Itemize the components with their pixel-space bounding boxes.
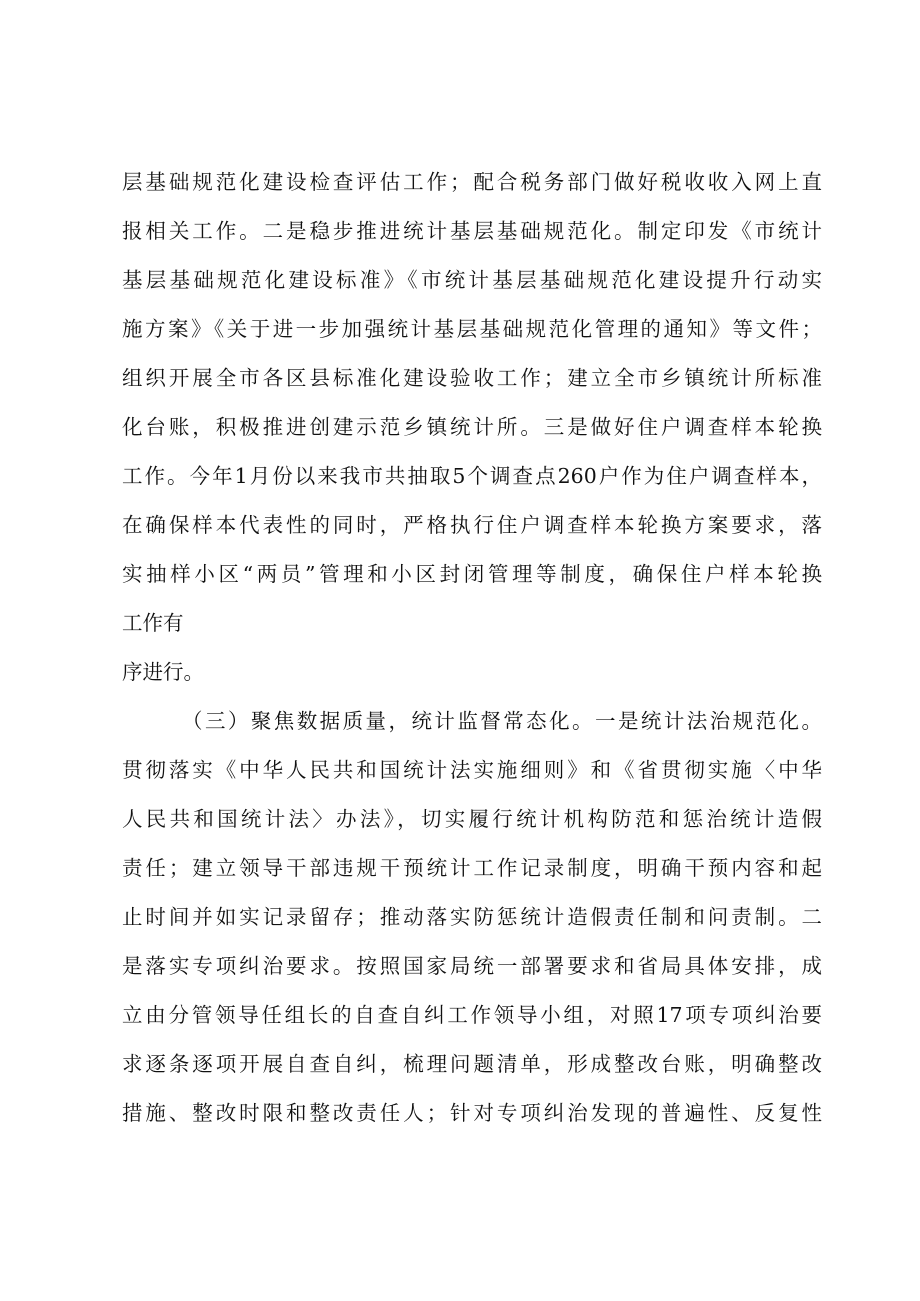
text-line-19: 求逐条逐项开展自查自纠，梳理问题清单，形成整改台账，明确整改 (122, 1052, 822, 1076)
text-line-20: 措施、整改时限和整改责任人；针对专项纠治发现的普遍性、反复性 (122, 1101, 822, 1125)
text-line-18: 立由分管领导任组长的自查自纠工作领导小组，对照17项专项纠治要 (122, 1003, 822, 1027)
text-line-10: 工作有 (122, 611, 184, 635)
text-line-2: 报相关工作。二是稳步推进统计基层基础规范化。制定印发《市统计 (122, 219, 822, 243)
text-line-4: 施方案》《关于进一步加强统计基层基础规范化管理的通知》等文件； (122, 317, 822, 341)
section-heading-line: （三）聚焦数据质量，统计监督常态化。一是统计法治规范化。 (182, 709, 822, 733)
text-line-3: 基层基础规范化建设标准》《市统计基层基础规范化建设提升行动实 (122, 268, 822, 292)
text-line-7: 工作。今年1月份以来我市共抽取5个调查点260户作为住户调查样本， (122, 464, 822, 488)
text-line-6: 化台账，积极推进创建示范乡镇统计所。三是做好住户调查样本轮换 (122, 415, 822, 439)
text-line-8: 在确保样本代表性的同时，严格执行住户调查样本轮换方案要求，落 (122, 513, 822, 537)
text-line-1: 层基础规范化建设检查评估工作；配合税务部门做好税收收入网上直 (122, 170, 822, 194)
text-line-9: 实抽样小区“两员”管理和小区封闭管理等制度，确保住户样本轮换 (122, 562, 822, 586)
text-line-17: 是落实专项纠治要求。按照国家局统一部署要求和省局具体安排，成 (122, 954, 822, 978)
text-line-13: 贯彻落实《中华人民共和国统计法实施细则》和《省贯彻实施〈中华 (122, 758, 822, 782)
text-line-11: 序进行。 (122, 660, 204, 684)
text-line-5: 组织开展全市各区县标准化建设验收工作；建立全市乡镇统计所标准 (122, 366, 822, 390)
text-line-14: 人民共和国统计法〉办法》，切实履行统计机构防范和惩治统计造假 (122, 807, 822, 831)
text-line-15: 责任；建立领导干部违规干预统计工作记录制度，明确干预内容和起 (122, 856, 822, 880)
text-line-16: 止时间并如实记录留存；推动落实防惩统计造假责任制和问责制。二 (122, 905, 822, 929)
